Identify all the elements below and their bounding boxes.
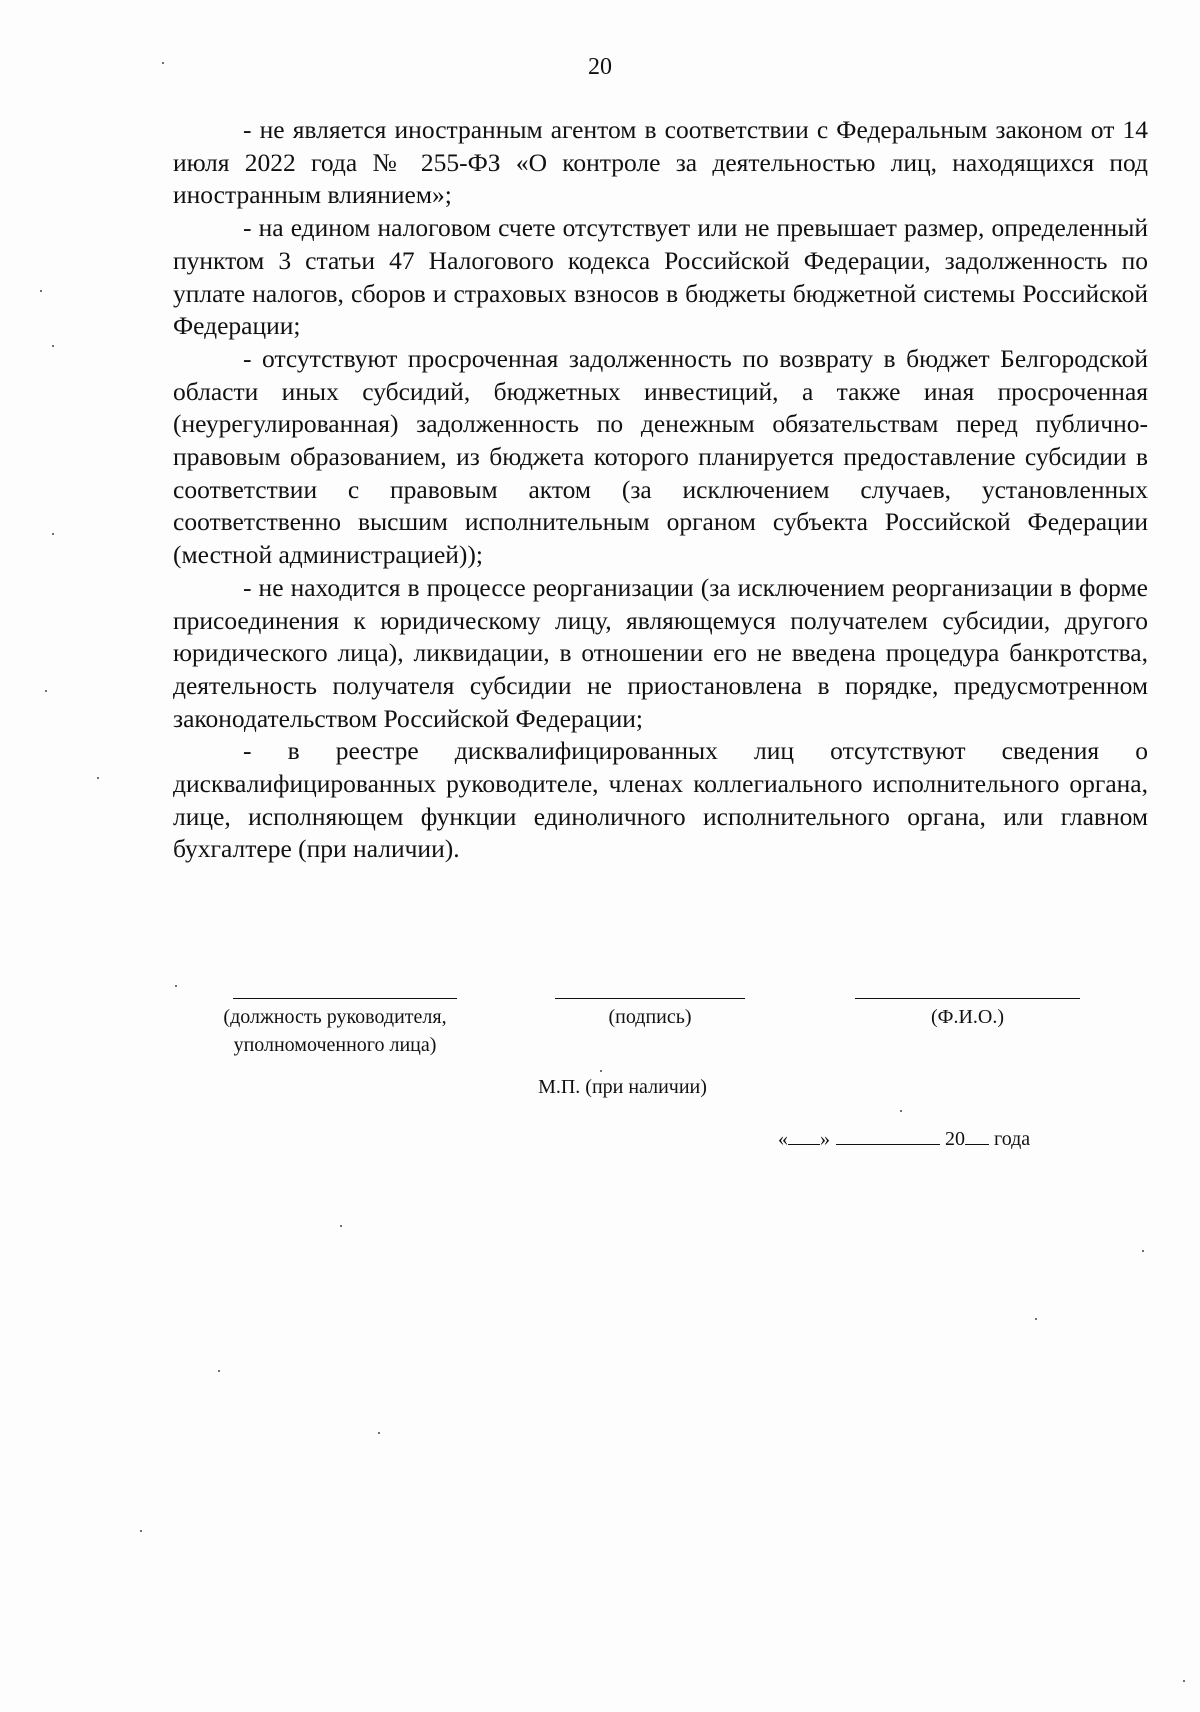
scan-speck — [45, 690, 47, 692]
date-close-quote: » — [820, 1128, 830, 1150]
scan-speck — [340, 1225, 342, 1227]
date-suffix: года — [994, 1128, 1031, 1150]
scan-speck — [1142, 1250, 1144, 1252]
name-blank-line — [855, 998, 1080, 999]
scan-speck — [52, 533, 54, 535]
scan-speck — [140, 1530, 142, 1532]
position-blank-line — [233, 998, 457, 999]
name-label: (Ф.И.О.) — [930, 1006, 1004, 1028]
scan-speck — [162, 62, 164, 64]
position-label: (должность руководителя, уполномоченного лица) — [223, 1006, 447, 1056]
page-number: 20 — [588, 54, 612, 80]
signature-blank-line — [555, 998, 745, 999]
date-century: 20 — [945, 1128, 965, 1150]
paragraph-disqualified-persons: - в реестре дисквалифицированных лиц отсутствуют сведения о дисквалифицированных руководителе, членах коллегиального исполнительного органа, лице, исполняющем функции единоличного исполнительного органа, или главном бухгалтере (при наличии). — [173, 736, 1148, 864]
paragraph-reorganization: - не находится в процессе реорганизации (за исключением реорганизации в форме присоединения к юридическому лицу, являющемуся получателем субсидии, другого юридического лица), ликвидации, в отношении его не введена процедура банкротства, деятельность получателя субсидии не приостановлена в порядке, предусмотренном законодательством Российской Федерации; — [173, 572, 1148, 733]
scan-speck — [218, 1370, 220, 1372]
scan-speck — [900, 1110, 902, 1112]
scan-speck — [378, 1432, 380, 1434]
paragraph-overdue-debt: - отсутствуют просроченная задолженность по возврату в бюджет Белгородской области иных субсидий, бюджетных инвестиций, а также иная просроченная (неурегулированная) задолженность по денежным обязательствам перед публично-правовым образованием, из бюджета которого планируется предоставление субсидии в соответствии с правовым актом (за исключением случаев, установленных соответственно высшим исполнительным органом субъекта Российской Федерации (местной администрацией)); — [173, 343, 1148, 570]
scan-speck — [175, 985, 177, 987]
position-signature-field — [213, 998, 457, 1059]
scan-speck — [600, 1070, 602, 1072]
name-signature-field — [855, 998, 1080, 1031]
scan-speck — [52, 345, 54, 347]
signature-field — [555, 998, 745, 1031]
requirements-text — [173, 114, 1148, 866]
paragraph-tax-debt: - на едином налоговом счете отсутствует или не превышает размер, определенный пунктом 3 статьи 47 Налогового кодекса Российской Федерации, задолженность по уплате налогов, сборов и страховых взносов в бюджеты бюджетной системы Российской Федерации; — [173, 213, 1148, 341]
scan-speck — [1183, 1680, 1185, 1682]
scan-speck — [97, 777, 99, 779]
year-blank — [965, 1126, 989, 1145]
scan-speck — [40, 290, 42, 292]
date-open-quote: « — [778, 1128, 788, 1150]
paragraph-foreign-agent: - не является иностранным агентом в соответствии с Федеральным законом от 14 июля 2022 года № 255-ФЗ «О контроле за деятельностью лиц, находящихся под иностранным влиянием»; — [173, 115, 1148, 210]
scan-speck — [1035, 1318, 1037, 1320]
month-blank — [836, 1126, 940, 1145]
seal-note: М.П. (при наличии) — [538, 1076, 707, 1098]
signature-label: (подпись) — [608, 1006, 692, 1028]
day-blank — [788, 1126, 820, 1145]
date-line — [778, 1126, 1030, 1151]
